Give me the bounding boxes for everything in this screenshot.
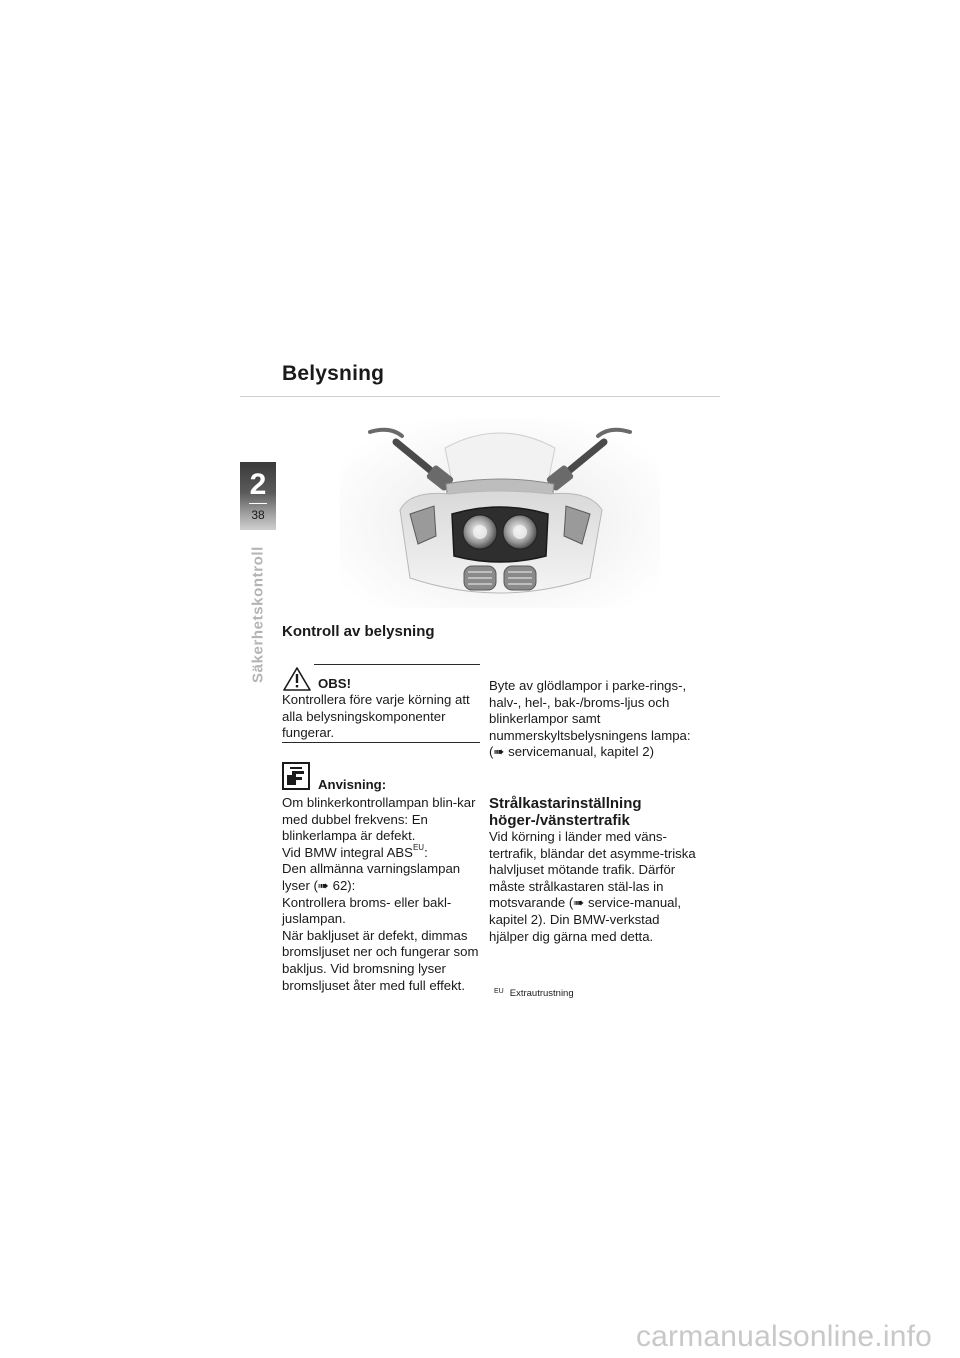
- beam-adjustment-text: Vid körning i länder med väns-tertrafik, bländar det asymme-triska halvljuset mötande trafik. Därför måste strålkastaren stäl-las in motsvarande (➠ service-manual, kapitel 2). Din BMW-verkstad hjälper dig gärna med detta.: [489, 829, 696, 944]
- chapter-number: 2: [249, 468, 267, 501]
- note-line-warning-lamp: Den allmänna varningslampan lyser (➠ 62):: [282, 861, 461, 893]
- section-heading: Kontroll av belysning: [282, 623, 435, 640]
- note-line-blinker: Om blinkerkontrollampan blin-kar med dubbel frekvens: En blinkerlampa är defekt.: [282, 795, 476, 844]
- note-hand-icon: [282, 762, 310, 790]
- eu-superscript: EU: [412, 843, 425, 853]
- note-line-check-lamps: Kontrollera broms- eller bakl-juslampan.: [282, 894, 452, 927]
- chapter-divider: [249, 503, 267, 504]
- warning-triangle-icon: [282, 666, 312, 692]
- warning-top-rule: [314, 664, 480, 665]
- watermark: carmanualsonline.info: [635, 1320, 932, 1353]
- warning-body: Kontrollera före varje körning att alla belysningskomponenter fungerar.: [282, 692, 470, 741]
- note-body: [282, 795, 480, 994]
- page-title: Belysning: [282, 362, 385, 385]
- footnote-text: Extrautrustning: [509, 988, 574, 999]
- page-number: 38: [251, 508, 265, 522]
- title-divider: [240, 396, 720, 397]
- chapter-side-label: Säkerhetskontroll: [249, 546, 267, 683]
- bulb-manual-reference: (➠ servicemanual, kapitel 2): [489, 744, 654, 760]
- warning-title: OBS!: [318, 676, 351, 691]
- note-line-abs: Vid BMW integral $ABS^{EU}$:: [282, 843, 428, 860]
- note-title: Anvisning:: [318, 777, 387, 792]
- footnote-mark: EU: [494, 988, 504, 995]
- motorcycle-headlight-illustration: [340, 418, 660, 608]
- warning-bottom-rule: [282, 742, 480, 743]
- beam-heading: Strålkastarinställning höger-/vänstertrafik: [489, 795, 642, 829]
- bulb-replacement-text: Byte av glödlampor i parke-rings-, halv-, hel-, bak-/broms-ljus och blinkerlampor samt nummerskyltsbelysningens lampa: (➠ servicemanual, kapitel 2): [489, 678, 699, 761]
- note-line-taillight: När bakljuset är defekt, dimmas bromsljuset ner och fungerar som bakljus. Vid bromsning lyser bromsljuset åter med full effekt.: [282, 927, 479, 993]
- footnote: [494, 988, 574, 999]
